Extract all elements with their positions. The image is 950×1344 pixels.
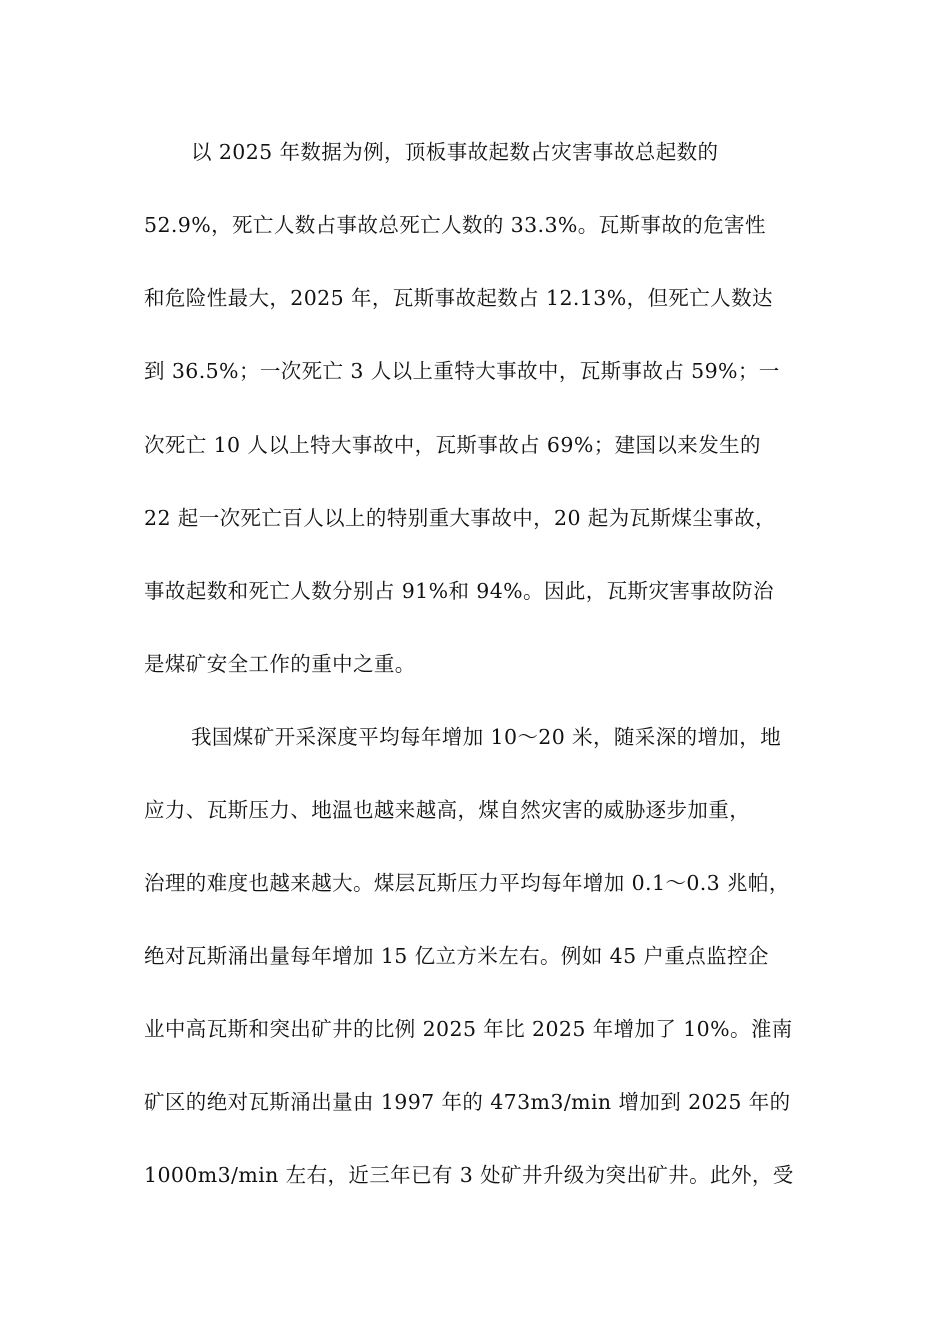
paragraph-2-line-7: 1000m3/min 左右，近三年已有 3 处矿井升级为突出矿井。此外，受 bbox=[144, 1163, 794, 1187]
paragraph-1-line-5: 次死亡 10 人以上特大事故中，瓦斯事故占 69%；建国以来发生的 bbox=[144, 433, 761, 457]
paragraph-2-line-6: 矿区的绝对瓦斯涌出量由 1997 年的 473m3/min 增加到 2025 年的 bbox=[144, 1090, 791, 1114]
paragraph-1-line-6: 22 起一次死亡百人以上的特别重大事故中，20 起为瓦斯煤尘事故， bbox=[144, 506, 776, 530]
paragraph-1-line-1: 以 2025 年数据为例，顶板事故起数占灾害事故总起数的 bbox=[191, 140, 719, 164]
paragraph-2-line-4: 绝对瓦斯涌出量每年增加 15 亿立方米左右。例如 45 户重点监控企 bbox=[144, 944, 769, 968]
paragraph-1-line-4: 到 36.5%；一次死亡 3 人以上重特大事故中，瓦斯事故占 59%；一 bbox=[144, 359, 780, 383]
paragraph-1-line-7: 事故起数和死亡人数分别占 91%和 94%。因此，瓦斯灾害事故防治 bbox=[144, 579, 774, 603]
paragraph-2-line-1: 我国煤矿开采深度平均每年增加 10～20 米，随采深的增加，地 bbox=[191, 725, 782, 749]
paragraph-2-line-2: 应力、瓦斯压力、地温也越来越高，煤自然灾害的威胁逐步加重， bbox=[144, 798, 751, 822]
paragraph-1-line-8: 是煤矿安全工作的重中之重。 bbox=[144, 652, 416, 676]
paragraph-2-line-5: 业中高瓦斯和突出矿井的比例 2025 年比 2025 年增加了 10%。淮南 bbox=[144, 1017, 793, 1041]
paragraph-1-line-2: 52.9%，死亡人数占事故总死亡人数的 33.3%。瓦斯事故的危害性 bbox=[144, 213, 766, 237]
paragraph-1-line-3: 和危险性最大，2025 年，瓦斯事故起数占 12.13%，但死亡人数达 bbox=[144, 286, 773, 310]
paragraph-2-line-3: 治理的难度也越来越大。煤层瓦斯压力平均每年增加 0.1～0.3 兆帕， bbox=[144, 871, 790, 895]
